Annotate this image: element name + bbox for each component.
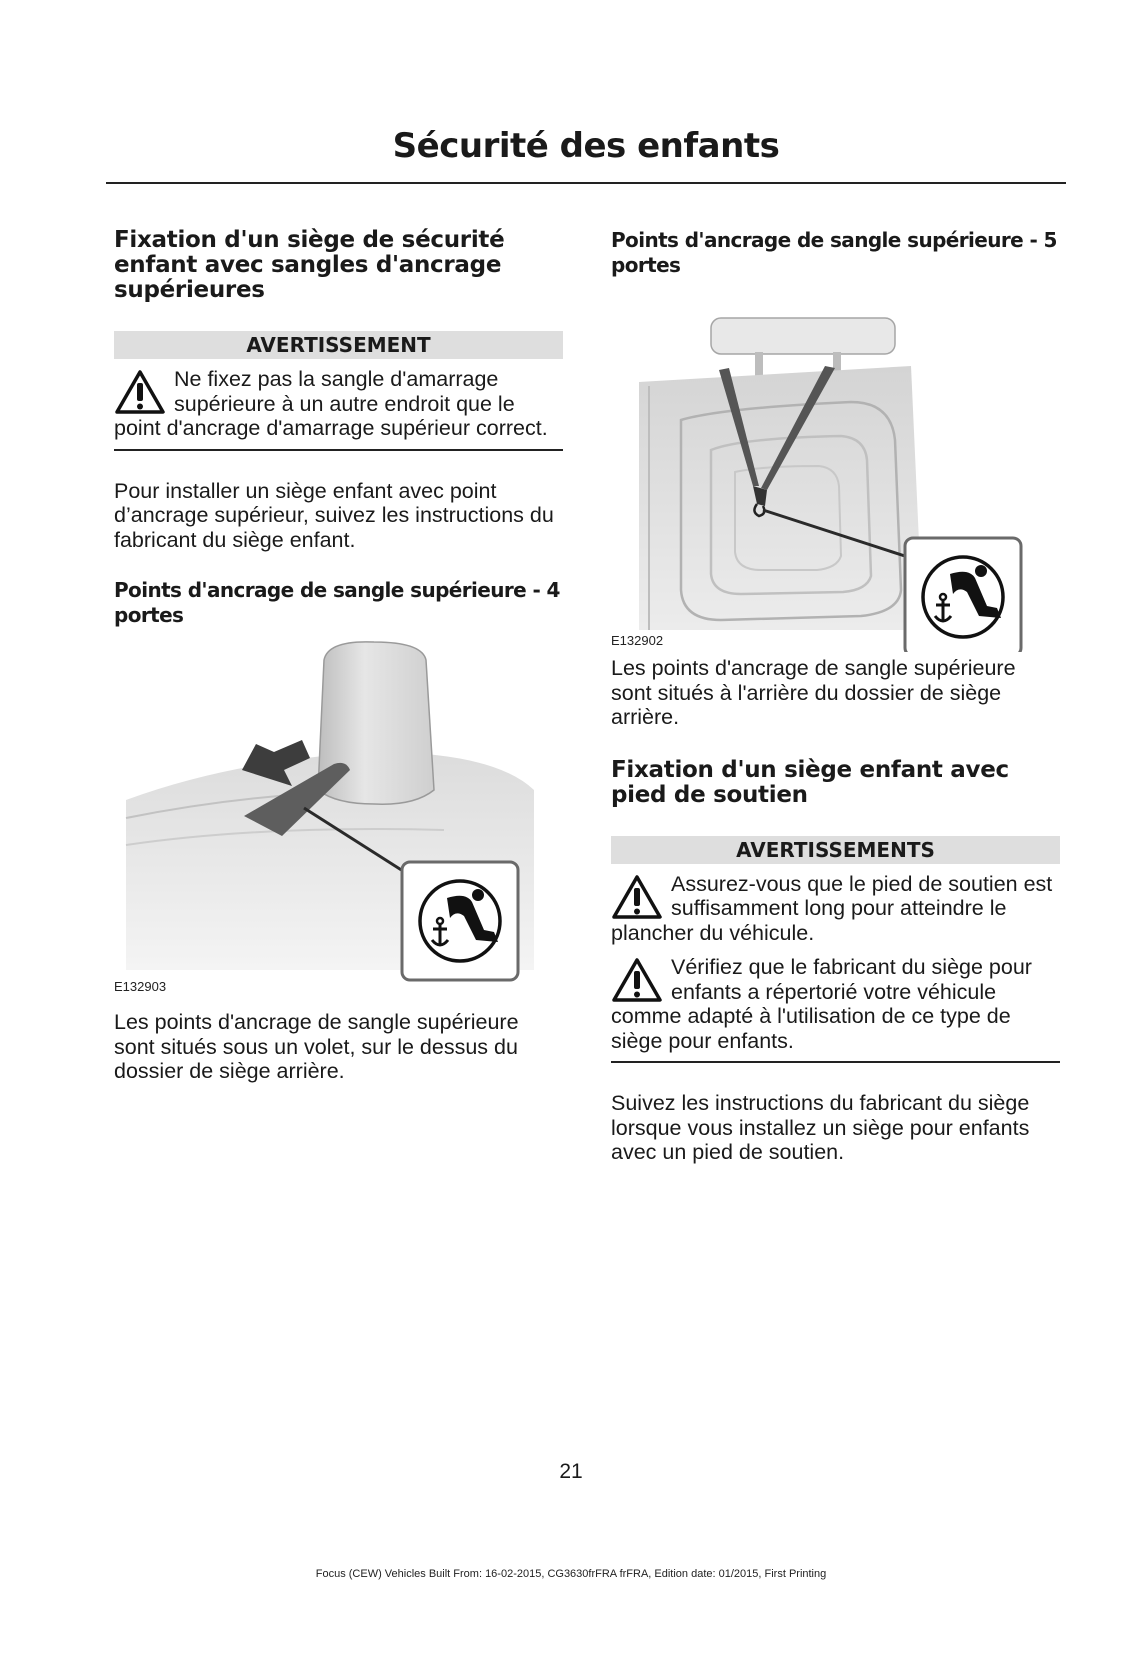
right-column [611, 228, 1060, 1165]
anchor-child-seat-icon [905, 538, 1021, 652]
sub-heading-5-doors: Points d'ancrage de sangle supérieure - 5 portes [611, 228, 1057, 277]
warning-divider [114, 449, 563, 451]
warning-item-2 [611, 955, 1060, 1053]
warning-box [114, 331, 563, 451]
section-heading-tether: Fixation d'un siège de sécurité enfant avec sangles d'ancrage supérieures [114, 227, 505, 303]
warning-item [114, 367, 563, 441]
warning-triangle-icon [611, 874, 663, 920]
left-column [114, 228, 563, 1084]
intro-paragraph: Pour installer un siège enfant avec point d’ancrage supérieur, suivez les instructions du fabricant du siège enfant. [114, 478, 554, 552]
anchor-child-seat-icon [402, 862, 518, 980]
sub-heading-4-doors: Points d'ancrage de sangle supérieure - 4 portes [114, 578, 560, 627]
figure-5-doors [611, 290, 1060, 652]
warnings-title: AVERTISSEMENTS [611, 836, 1060, 864]
section-heading-support-leg: Fixation d'un siège enfant avec pied de soutien [611, 756, 1009, 808]
warning-item-1 [611, 872, 1060, 946]
warnings-box [611, 836, 1060, 1064]
warnings-divider [611, 1061, 1060, 1063]
seat-illustration-4-doors [114, 640, 563, 1002]
closing-paragraph: Suivez les instructions du fabricant du siège lorsque vous installez un siège pour enfants avec un pied de soutien. [611, 1091, 1030, 1164]
title-divider [106, 182, 1066, 184]
page-title: Sécurité des enfants [392, 126, 780, 166]
warning-title: AVERTISSEMENT [114, 331, 563, 359]
page-number: 21 [559, 1460, 583, 1483]
caption-5-doors: Les points d'ancrage de sangle supérieure sont situés à l'arrière du dossier de siège arrière. [611, 656, 1016, 729]
seat-illustration-5-doors [611, 290, 1060, 652]
warning-text-1: Assurez-vous que le pied de soutien est suffisamment long pour atteindre le plancher du véhicule. [611, 871, 1053, 945]
warning-text-2: Vérifiez que le fabricant du siège pour enfants a répertorié votre véhicule comme adapté à l'utilisation de ce type de siège pour enfants. [611, 955, 1032, 1053]
page-footer: Focus (CEW) Vehicles Built From: 16-02-2015, CG3630frFRA frFRA, Edition date: 01/2015, First Printing [315, 1568, 827, 1580]
figure-code: E132902 [611, 633, 664, 648]
warning-triangle-icon [114, 369, 166, 415]
warning-text: Ne fixez pas la sangle d'amarrage supérieure à un autre endroit que le point d'ancrage d'amarrage supérieur correct. [114, 367, 548, 440]
warning-triangle-icon [611, 957, 663, 1003]
figure-4-doors [114, 640, 563, 1002]
caption-4-doors: Les points d'ancrage de sangle supérieure sont situés sous un volet, sur le dessus du dossier de siège arrière. [114, 1010, 519, 1083]
figure-code: E132903 [114, 979, 167, 994]
